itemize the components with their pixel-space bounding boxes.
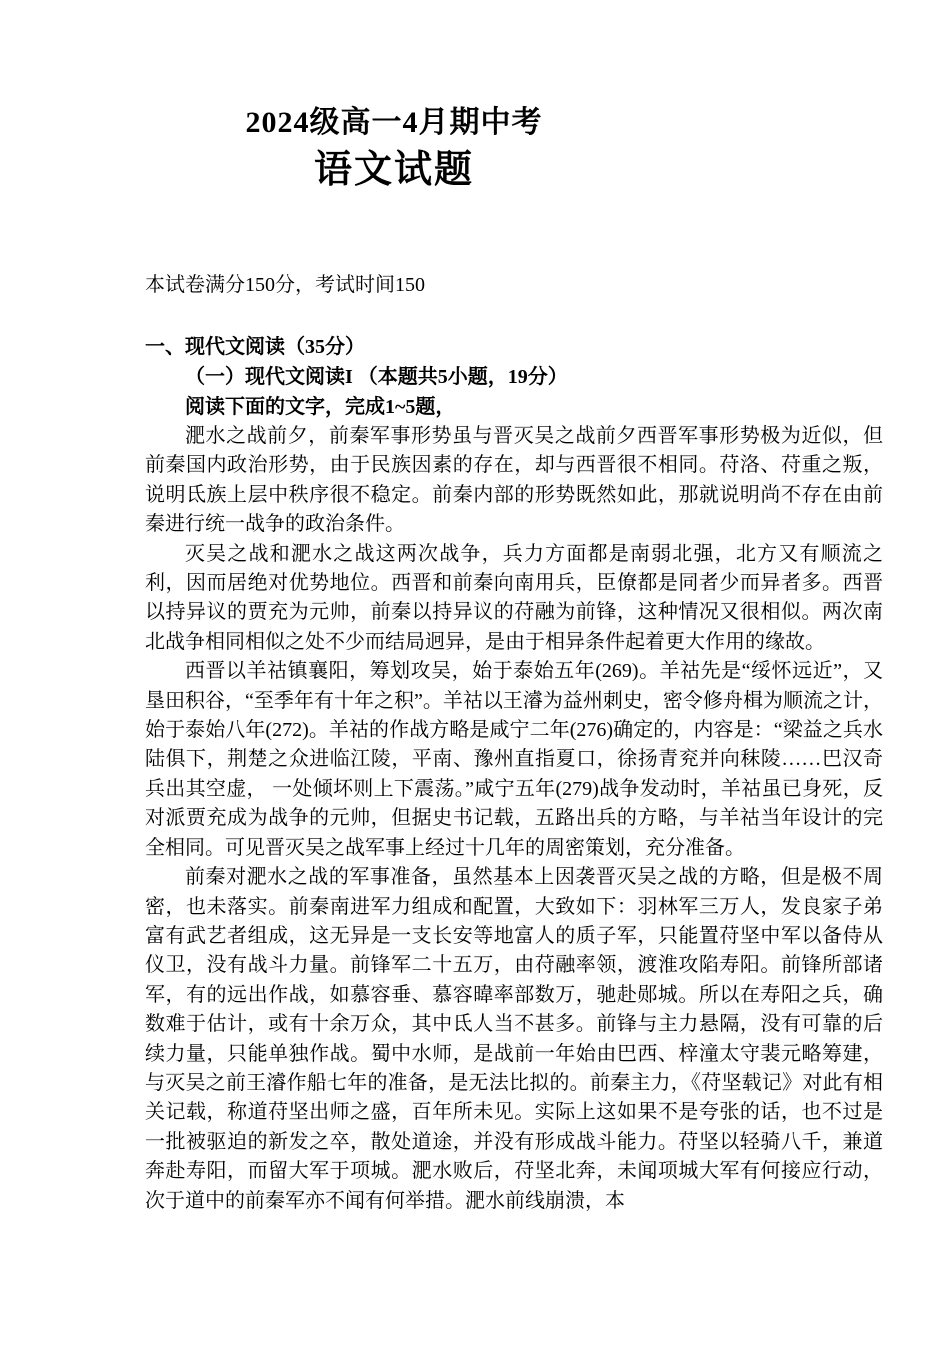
exam-title-line2: 语文试题	[313, 149, 474, 191]
subsection-heading-reading-1: （一）现代文阅读I （本题共5小题，19分）	[185, 366, 568, 388]
exam-info-line: 本试卷满分150分，考试时间150	[145, 274, 425, 296]
exam-title-line1: 2024级高一4月期中考	[245, 106, 543, 139]
exam-title-block	[145, 104, 883, 194]
passage-paragraph-4: 前秦对淝水之战的军事准备，虽然基本上因袭晋灭吴之战的方略，但是极不周密，也未落实。前秦南进军力组成和配置，大致如下：羽林军三万人，发良家子弟富有武艺者组成，这无异是一支长安等地富人的质子军，只能置苻坚中军以备侍从仪卫，没有战斗力量。前锋军二十五万，由苻融率领，渡淮攻陷寿阳。前锋所部诸军，有的远出作战，如慕容垂、慕容暐率部数万，驰赴郧城。所以在寿阳之兵，确数难于估计，或有十余万众，其中氐人当不甚多。前锋与主力悬隔，没有可靠的后续力量，只能单独作战。蜀中水师，是战前一年始由巴西、梓潼太守裴元略筹建，与灭吴之前王濬作船七年的准备，是无法比拟的。前秦主力，《苻坚载记》对此有相关记载，称道苻坚出师之盛，百年所未见。实际上这如果不是夸张的话，也不过是一批被驱迫的新发之卒，散处道途，并没有形成战斗能力。苻坚以轻骑八千，兼道奔赴寿阳，而留大军于项城。淝水败后，苻坚北奔，未闻项城大军有何接应行动，次于道中的前秦军亦不闻有何举措。淝水前线崩溃，本	[145, 866, 883, 1212]
passage-paragraph-2: 灭吴之战和淝水之战这两次战争，兵力方面都是南弱北强，北方又有顺流之利，因而居绝对优势地位。西晋和前秦向南用兵，臣僚都是同者少而异者多。西晋以持异议的贾充为元帅，前秦以持异议的苻融为前锋，这种情况又很相似。两次南北战争相同相似之处不少而结局迥异，是由于相异条件起着更大作用的缘故。	[145, 542, 883, 653]
reading-instruction: 阅读下面的文字，完成1~5题，	[185, 396, 456, 418]
section-heading-modern-reading: 一、现代文阅读（35分）	[145, 336, 365, 358]
passage-paragraph-3: 西晋以羊祜镇襄阳，筹划攻吴，始于泰始五年(269)。羊祜先是“绥怀远近”，又垦田积谷，“至季年有十年之积”。羊祜以王濬为益州刺史，密令修舟楫为顺流之计，始于泰始八年(272)。羊祜的作战方略是咸宁二年(276)确定的，内容是：“梁益之兵水陆俱下，荆楚之众进临江陵，平南、豫州直指夏口，徐扬青兖并向秣陵……巴汉奇兵出其空虚， 一处倾坏则上下震荡。”咸宁五年(279)战争发动时，羊祜虽已身死，反对派贾充成为战争的元帅，但据史书记载，五路出兵的方略，与羊祜当年设计的完全相同。可见晋灭吴之战军事上经过十几年的周密策划，充分准备。	[145, 660, 883, 859]
passage-paragraph-1: 淝水之战前夕，前秦军事形势虽与晋灭吴之战前夕西晋军事形势极为近似，但前秦国内政治形势，由于民族因素的存在，却与西晋很不相同。苻洛、苻重之叛，说明氐族上层中秩序很不稳定。前秦内部的形势既然如此，那就说明尚不存在由前秦进行统一战争的政治条件。	[145, 425, 883, 536]
